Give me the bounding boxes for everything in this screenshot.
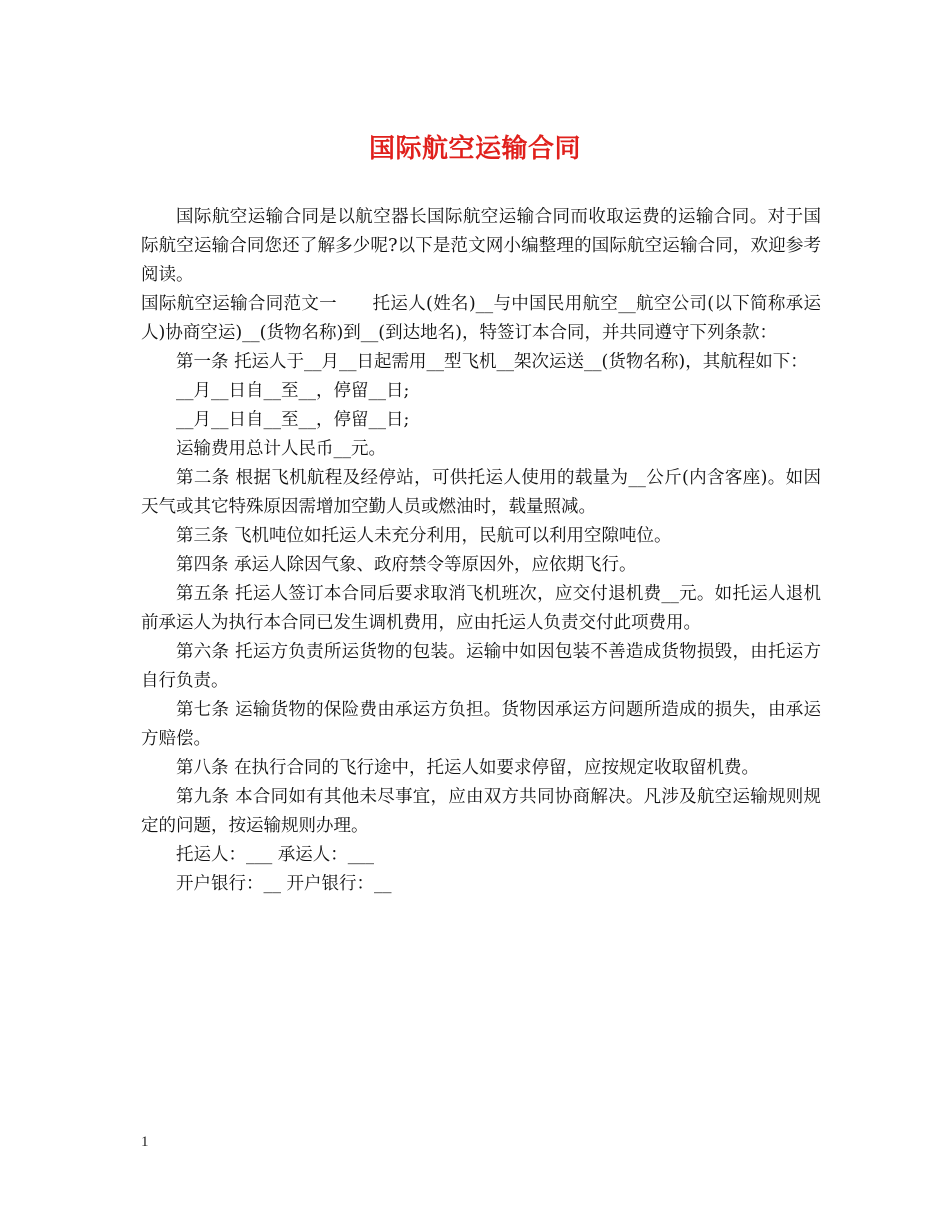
paragraph-article-6: 第六条 托运方负责所运货物的包装。运输中如因包装不善造成货物损毁，由托运方自行负责。 (141, 642, 821, 691)
paragraph-article-1: 第一条 托运人于__月__日起需用__型飞机__架次运送__(货物名称)，其航程如下： (176, 352, 808, 372)
paragraph-article-4: 第四条 承运人除因气象、政府禁令等原因外，应依期飞行。 (176, 555, 637, 575)
paragraph-article-8: 第八条 在执行合同的飞行途中，托运人如要求停留，应按规定收取留机费。 (176, 758, 760, 778)
document-title: 国际航空运输合同 (368, 134, 581, 164)
paragraph-intro: 国际航空运输合同是以航空器长国际航空运输合同而收取运费的运输合同。对于国际航空运输合同您还了解多少呢?以下是范文网小编整理的国际航空运输合同，欢迎参考阅读。 (141, 207, 821, 285)
paragraph-total-fee: 运输费用总计人民币__元。 (176, 439, 386, 459)
paragraph-route-2: __月__日自__至__，停留__日; (176, 410, 410, 430)
paragraph-article-7: 第七条 运输货物的保险费由承运方负担。货物因承运方问题所造成的损失，由承运方赔偿。 (141, 700, 821, 749)
paragraph-contract-preamble: 国际航空运输合同范文一 托运人(姓名)__与中国民用航空__航空公司(以下简称承运人)协商空运)__(货物名称)到__(到达地名)，特签订本合同，并共同遵守下列条款： (141, 294, 821, 343)
paragraph-article-9: 第九条 本合同如有其他未尽事宜，应由双方共同协商解决。凡涉及航空运输规则规定的问题，按运输规则办理。 (141, 787, 821, 836)
page-number: 1 (141, 1134, 149, 1150)
paragraph-article-5: 第五条 托运人签订本合同后要求取消飞机班次，应交付退机费__元。如托运人退机前承运人为执行本合同已发生调机费用，应由托运人负责交付此项费用。 (141, 584, 821, 633)
paragraph-route-1: __月__日自__至__，停留__日; (176, 381, 410, 401)
paragraph-article-3: 第三条 飞机吨位如托运人未充分利用，民航可以利用空隙吨位。 (176, 526, 672, 546)
paragraph-bank-accounts: 开户银行：__ 开户银行：__ (176, 874, 392, 894)
paragraph-signatories: 托运人：___ 承运人：___ (176, 845, 375, 865)
paragraph-article-2: 第二条 根据飞机航程及经停站，可供托运人使用的载量为__公斤(内含客座)。如因天气或其它特殊原因需增加空勤人员或燃油时，载量照减。 (141, 468, 821, 517)
document-body (141, 203, 821, 899)
